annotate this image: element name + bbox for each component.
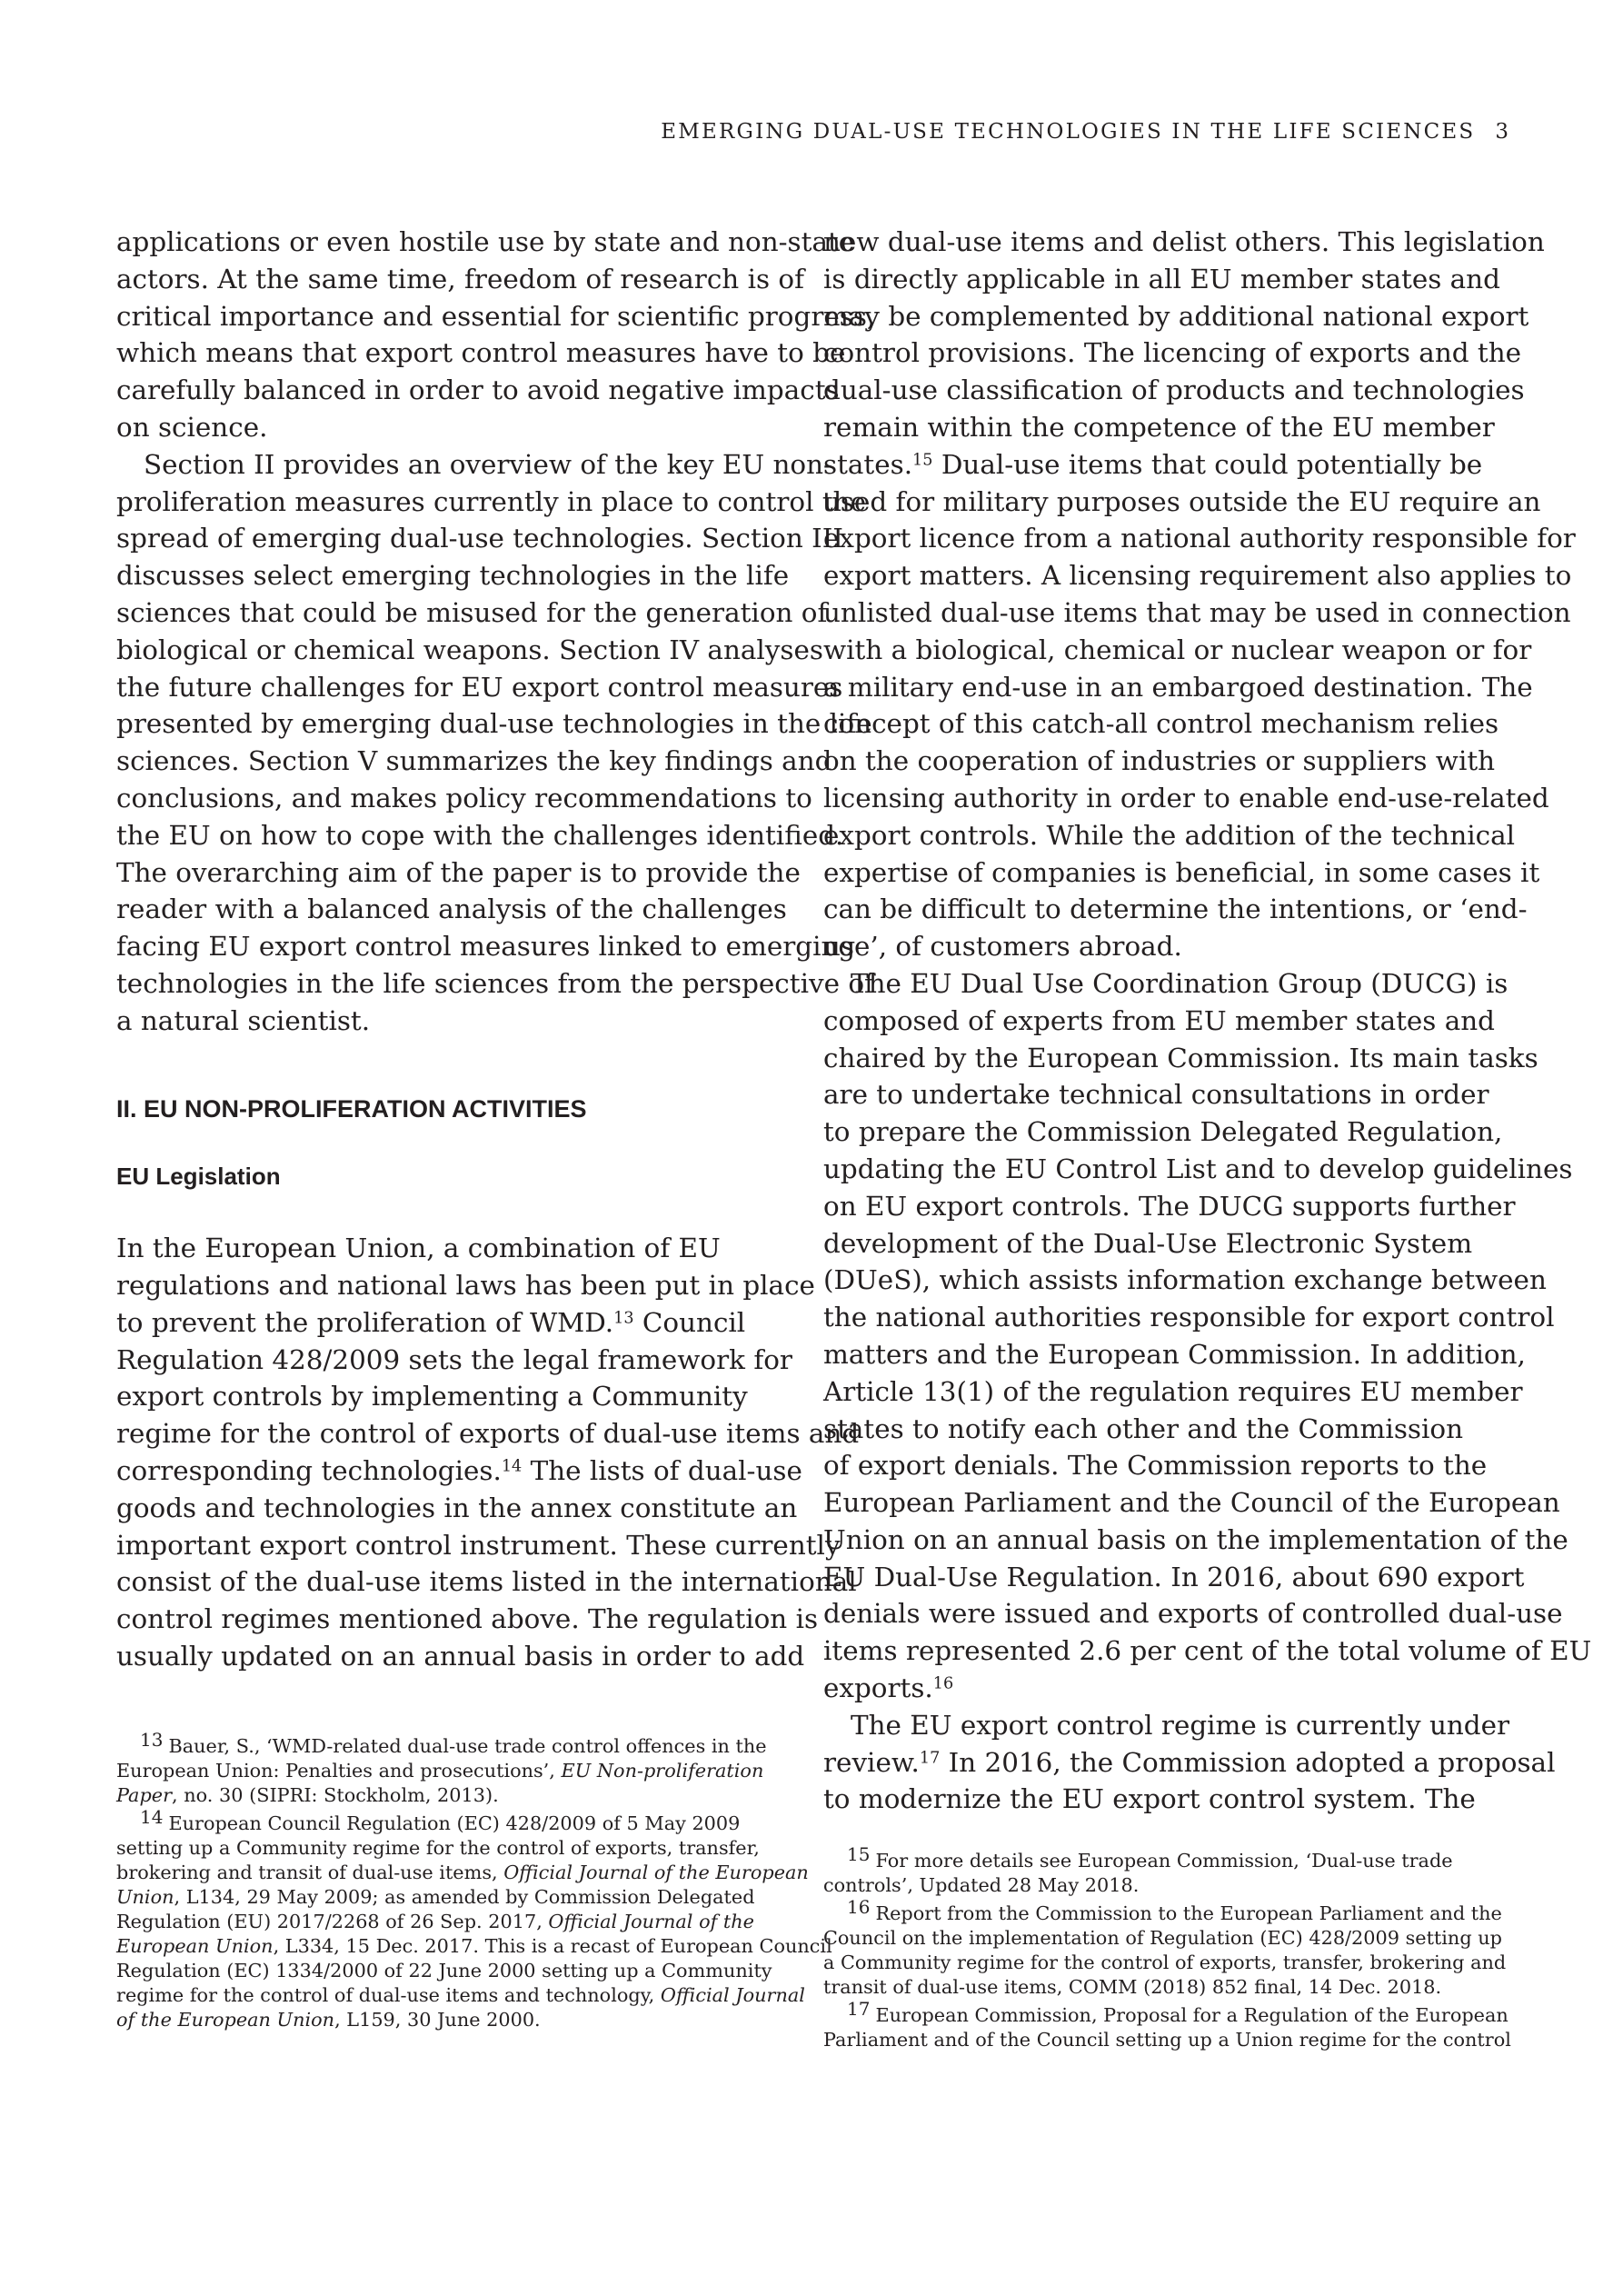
text-line: on EU export controls. The DUCG supports further bbox=[823, 1190, 1516, 1222]
text-line: matters and the European Commission. In addition, bbox=[823, 1338, 1526, 1370]
text-line: unlisted dual-use items that may be used in connection bbox=[823, 596, 1571, 628]
text-line: is directly applicable in all EU member states and bbox=[823, 263, 1500, 294]
text-line: Regulation 428/2009 sets the legal framework for bbox=[116, 1343, 792, 1375]
right-column bbox=[823, 224, 1592, 1818]
text-line: regulations and national laws has been put in place bbox=[116, 1269, 815, 1301]
text-line: presented by emerging dual-use technologies in the life bbox=[116, 708, 872, 740]
footnote-line: 14 European Council Regulation (EC) 428/2009 of 5 May 2009 bbox=[140, 1806, 741, 1834]
text-line: with a biological, chemical or nuclear weapon or for bbox=[823, 634, 1532, 665]
paragraph-review bbox=[823, 1707, 1556, 1818]
text-line: exports.$^{16}$ bbox=[823, 1672, 954, 1704]
text-line: export controls by implementing a Community bbox=[116, 1381, 748, 1413]
text-line: states to notify each other and the Commission bbox=[823, 1413, 1464, 1444]
text-line: applications or even hostile use by state and non-state bbox=[116, 226, 855, 257]
footnote-line: Parliament and of the Council setting up a Union regime for the control bbox=[823, 2029, 1511, 2051]
text-line: remain within the competence of the EU member bbox=[823, 411, 1495, 443]
footnote-line: Council on the implementation of Regulation (EC) 428/2009 setting up bbox=[823, 1927, 1502, 1949]
footnotes-right bbox=[823, 1843, 1511, 2052]
text-line: (DUeS), which assists information exchange between bbox=[823, 1264, 1547, 1296]
text-line: export matters. A licensing requirement also applies to bbox=[823, 560, 1572, 592]
footnote-13 bbox=[116, 1729, 800, 1808]
footnote-14 bbox=[116, 1806, 832, 2032]
section-heading: II. EU NON-PROLIFERATION ACTIVITIES bbox=[116, 1094, 587, 1123]
paragraph-intro-end bbox=[116, 224, 876, 446]
text-line: technologies in the life sciences from the perspective of bbox=[116, 967, 874, 999]
left-column bbox=[116, 224, 876, 1675]
text-line: sciences that could be misused for the generation of bbox=[116, 596, 828, 628]
footnote-number: 15 bbox=[847, 1843, 871, 1865]
footnote-number: 13 bbox=[140, 1729, 164, 1751]
footnote-line: brokering and transit of dual-use items, Official Journal of the European bbox=[116, 1862, 809, 1883]
text-line: export controls. While the addition of the technical bbox=[823, 819, 1516, 851]
text-line: chaired by the European Commission. Its main tasks bbox=[823, 1042, 1538, 1073]
footnote-ref-16[interactable]: 16 bbox=[932, 1674, 954, 1693]
text-line: to modernize the EU export control system. The bbox=[823, 1783, 1476, 1815]
footnote-line: 16 Report from the Commission to the European Parliament and the bbox=[847, 1896, 1502, 1924]
text-line: states.$^{15}$ Dual-use items that could potentially be bbox=[823, 448, 1483, 480]
text-line: regime for the control of exports of dual-use items and bbox=[116, 1418, 860, 1450]
text-line: on science. bbox=[116, 411, 268, 443]
text-line: reader with a balanced analysis of the challenges bbox=[116, 893, 787, 925]
footnote-number: 14 bbox=[140, 1806, 164, 1828]
text-line: export licence from a national authority responsible for bbox=[823, 523, 1576, 554]
footnote-line: Union, L134, 29 May 2009; as amended by Commission Delegated bbox=[116, 1886, 755, 1908]
footnote-line: regime for the control of dual-use items and technology, Official Journal bbox=[116, 1984, 805, 2006]
text-line: Article 13(1) of the regulation requires EU member bbox=[823, 1375, 1523, 1407]
footnote-line: European Union: Penalties and prosecutions’, EU Non-proliferation bbox=[116, 1760, 764, 1782]
paragraph-licensing bbox=[823, 224, 1576, 965]
footnote-number: 16 bbox=[847, 1896, 871, 1918]
footnote-line: Regulation (EC) 1334/2000 of 22 June 2000 setting up a Community bbox=[116, 1960, 772, 1982]
text-line: composed of experts from EU member states and bbox=[823, 1004, 1495, 1036]
text-line: updating the EU Control List and to develop guidelines bbox=[823, 1153, 1573, 1184]
footnote-line: transit of dual-use items, COMM (2018) 852 final, 14 Dec. 2018. bbox=[823, 1976, 1442, 1998]
footnote-line: a Community regime for the control of exports, transfer, brokering and bbox=[823, 1952, 1507, 1973]
text-line: may be complemented by additional national export bbox=[823, 300, 1529, 332]
text-line: licensing authority in order to enable end-use-related bbox=[823, 782, 1549, 814]
footnote-15 bbox=[823, 1843, 1507, 1898]
footnote-line: 13 Bauer, S., ‘WMD-related dual-use trade control offences in the bbox=[140, 1729, 767, 1757]
text-line: European Parliament and the Council of the European bbox=[823, 1487, 1560, 1519]
running-title: EMERGING DUAL-USE TECHNOLOGIES IN THE LIFE SCIENCES bbox=[661, 120, 1476, 144]
subsection-heading: EU Legislation bbox=[116, 1163, 281, 1191]
text-line: actors. At the same time, freedom of research is of bbox=[116, 263, 804, 294]
footnote-17 bbox=[823, 1998, 1511, 2052]
text-line: corresponding technologies.$^{14}$ The lists of dual-use bbox=[116, 1454, 802, 1486]
text-line: new dual-use items and delist others. This legislation bbox=[823, 226, 1545, 257]
footnote-line: Regulation (EU) 2017/2268 of 26 Sep. 2017, Official Journal of the bbox=[116, 1911, 754, 1932]
text-line: control provisions. The licencing of exports and the bbox=[823, 337, 1522, 369]
text-line: Union on an annual basis on the implementation of the bbox=[823, 1523, 1568, 1555]
text-line: EU Dual-Use Regulation. In 2016, about 690 export bbox=[823, 1561, 1525, 1592]
footnote-ref-13[interactable]: 13 bbox=[613, 1309, 634, 1328]
text-line: critical importance and essential for scientific progress, bbox=[116, 300, 876, 332]
text-line: dual-use classification of products and technologies bbox=[823, 374, 1525, 406]
footnote-ref-17[interactable]: 17 bbox=[919, 1748, 941, 1767]
text-line: important export control instrument. These currently bbox=[116, 1529, 841, 1561]
footnote-line: European Union, L334, 15 Dec. 2017. This is a recast of European Council bbox=[116, 1935, 832, 1957]
text-line: goods and technologies in the annex constitute an bbox=[116, 1492, 798, 1523]
footnote-ref-14[interactable]: 14 bbox=[501, 1457, 523, 1476]
text-line: biological or chemical weapons. Section IV analyses bbox=[116, 634, 823, 665]
text-line: used for military purposes outside the EU require an bbox=[823, 485, 1541, 517]
footnote-16 bbox=[823, 1896, 1507, 2000]
footnotes-left bbox=[116, 1729, 832, 2032]
text-line: items represented 2.6 per cent of the total volume of EU bbox=[823, 1635, 1592, 1667]
text-line: The EU Dual Use Coordination Group (DUCG) is bbox=[851, 967, 1508, 999]
text-line: the future challenges for EU export control measures bbox=[116, 671, 843, 703]
footnote-number: 17 bbox=[847, 1998, 871, 2020]
footnote-line: of the European Union, L159, 30 June 2000. bbox=[116, 2009, 541, 2031]
text-line: the national authorities responsible for export control bbox=[823, 1302, 1555, 1333]
text-line: Section II provides an overview of the key EU non- bbox=[144, 448, 832, 480]
paragraph-eu-legislation bbox=[116, 1230, 860, 1675]
text-line: to prevent the proliferation of WMD.$^{13}$ Council bbox=[116, 1306, 746, 1338]
footnote-line: Paper, no. 30 (SIPRI: Stockholm, 2013). bbox=[116, 1784, 499, 1806]
footnote-line: 15 For more details see European Commission, ‘Dual-use trade bbox=[847, 1843, 1453, 1872]
text-line: which means that export control measures have to be bbox=[116, 337, 846, 369]
text-line: a military end-use in an embargoed destination. The bbox=[823, 671, 1533, 703]
paragraph-outline bbox=[116, 446, 874, 1040]
footnote-ref-15[interactable]: 15 bbox=[912, 451, 933, 470]
text-line: facing EU export control measures linked to emerging bbox=[116, 931, 856, 963]
text-line: discusses select emerging technologies in the life bbox=[116, 560, 790, 592]
text-line: sciences. Section V summarizes the key findings and bbox=[116, 745, 832, 777]
text-line: control regimes mentioned above. The regulation is bbox=[116, 1603, 819, 1635]
text-line: of export denials. The Commission reports to the bbox=[823, 1450, 1488, 1482]
text-line: review.$^{17}$ In 2016, the Commission adopted a proposal bbox=[823, 1746, 1556, 1778]
text-line: to prepare the Commission Delegated Regulation, bbox=[823, 1116, 1503, 1148]
text-line: carefully balanced in order to avoid negative impacts bbox=[116, 374, 840, 406]
text-line: usually updated on an annual basis in order to add bbox=[116, 1640, 805, 1672]
text-line: proliferation measures currently in place to control the bbox=[116, 485, 866, 517]
running-header bbox=[91, 120, 1508, 144]
text-line: conclusions, and makes policy recommendations to bbox=[116, 782, 812, 814]
footnote-line: setting up a Community regime for the control of exports, transfer, bbox=[116, 1837, 760, 1859]
text-line: The overarching aim of the paper is to provide the bbox=[116, 856, 801, 888]
text-line: are to undertake technical consultations in order bbox=[823, 1079, 1489, 1111]
text-line: a natural scientist. bbox=[116, 1004, 371, 1036]
text-line: can be difficult to determine the intentions, or ‘end- bbox=[823, 893, 1528, 925]
text-line: denials were issued and exports of controlled dual-use bbox=[823, 1598, 1563, 1630]
paragraph-ducg bbox=[823, 965, 1592, 1707]
text-line: use’, of customers abroad. bbox=[823, 931, 1182, 963]
text-line: development of the Dual-Use Electronic System bbox=[823, 1227, 1473, 1259]
footnote-line: 17 European Commission, Proposal for a Regulation of the European bbox=[847, 1998, 1508, 2026]
text-line: consist of the dual-use items listed in the international bbox=[116, 1566, 857, 1598]
text-line: the EU on how to cope with the challenges identified. bbox=[116, 819, 844, 851]
page-number: 3 bbox=[1495, 120, 1508, 144]
footnote-line: controls’, Updated 28 May 2018. bbox=[823, 1874, 1140, 1896]
text-line: expertise of companies is beneficial, in some cases it bbox=[823, 856, 1540, 888]
text-line: In the European Union, a combination of EU bbox=[116, 1233, 721, 1264]
text-line: The EU export control regime is currently under bbox=[851, 1709, 1510, 1741]
text-line: concept of this catch-all control mechanism relies bbox=[823, 708, 1499, 740]
text-line: spread of emerging dual-use technologies. Section III bbox=[116, 523, 843, 554]
text-line: on the cooperation of industries or suppliers with bbox=[823, 745, 1496, 777]
